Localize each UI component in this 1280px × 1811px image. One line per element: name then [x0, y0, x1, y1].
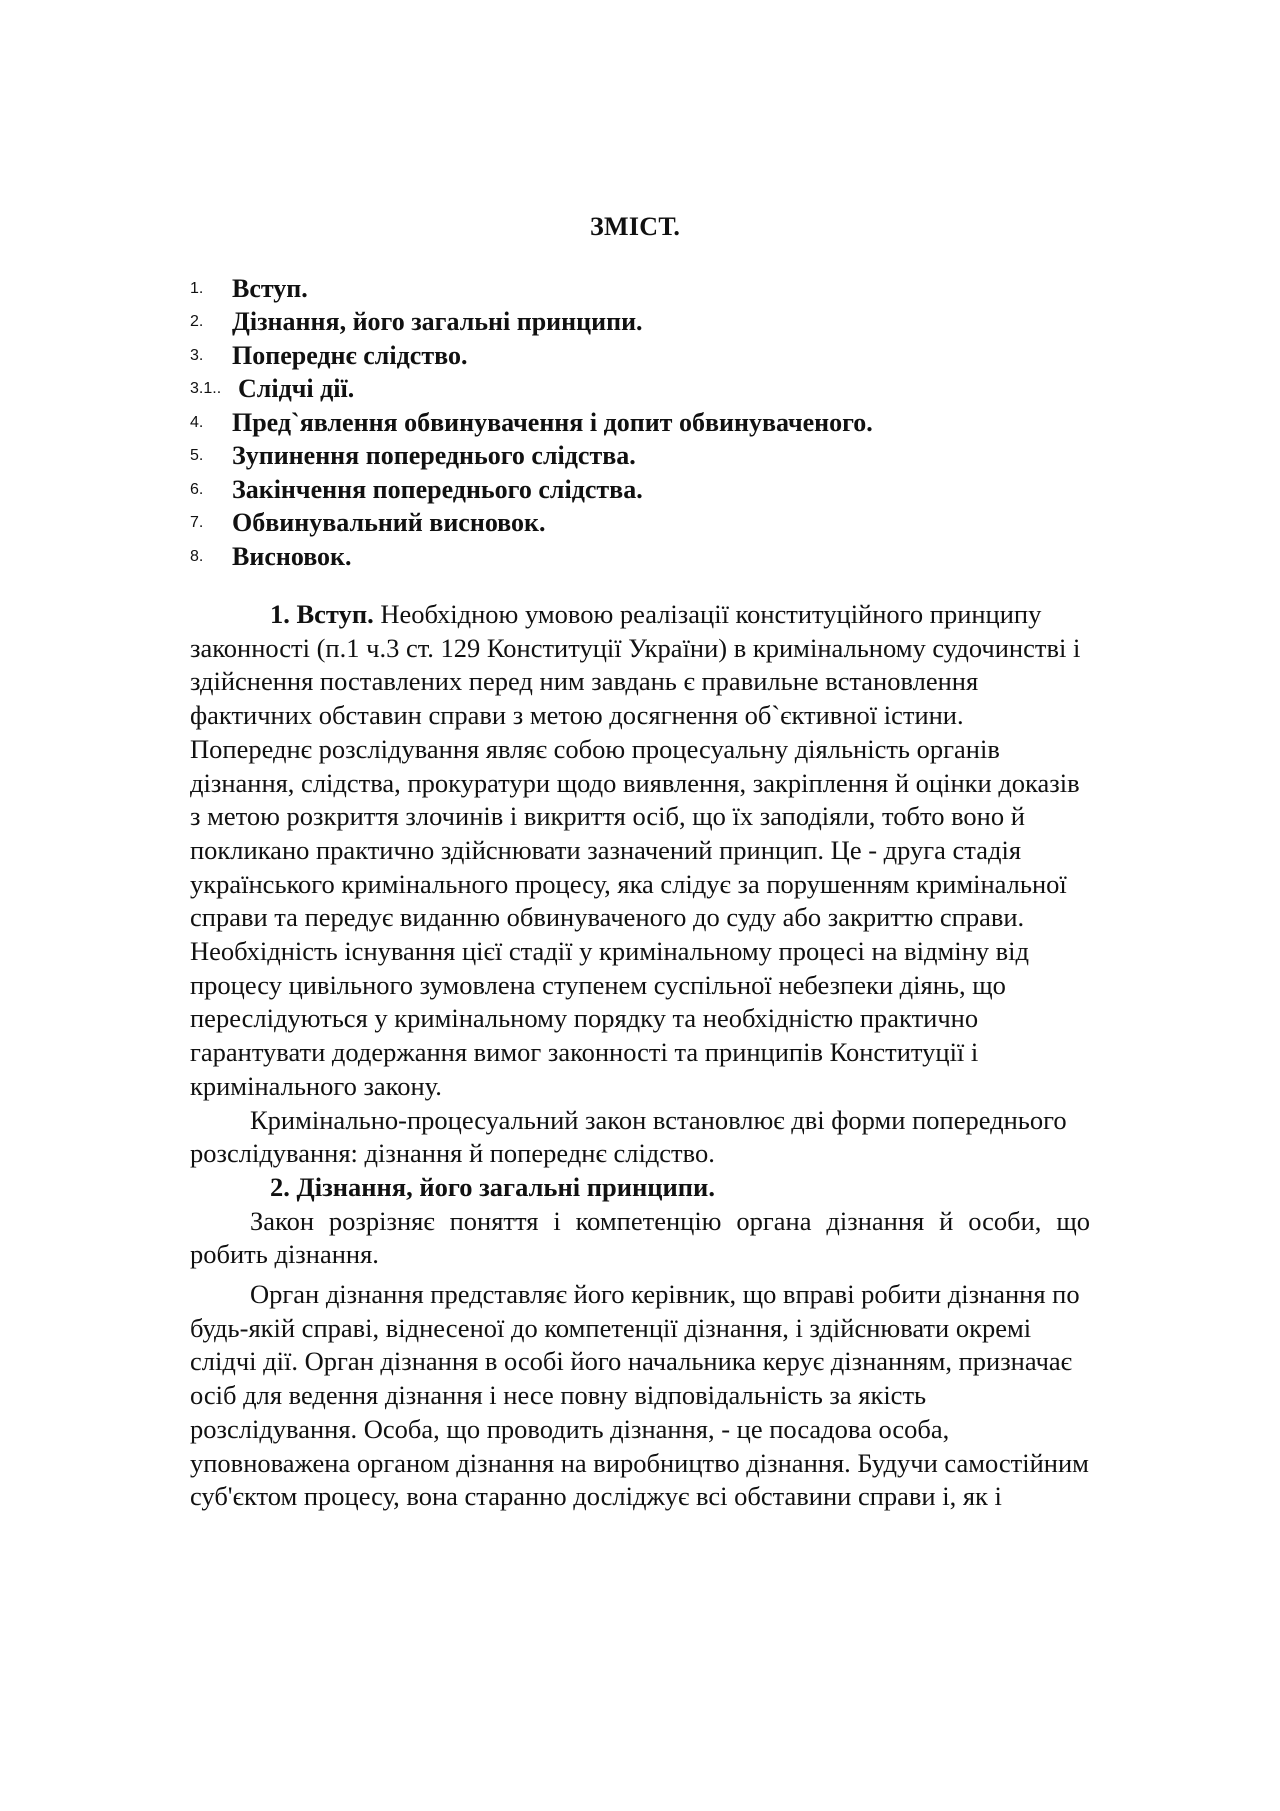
toc-number: 3.: [190, 346, 204, 364]
section1-paragraph2: Кримінально-процесуальний закон встановлює дві форми попереднього розслідування: дізнання й попереднє слідство.: [190, 1104, 1067, 1169]
toc-item: [190, 507, 1090, 541]
toc-label: Зупинення попереднього слідства.: [232, 441, 636, 471]
toc-number: 5.: [190, 447, 204, 465]
toc-number: 8.: [190, 547, 204, 565]
section1-heading: 1. Вступ.: [270, 599, 374, 629]
toc-label: Слідчі дії.: [238, 374, 355, 404]
page-title: ЗМІСТ.: [590, 212, 681, 241]
toc-item: [190, 306, 1090, 340]
toc-label: Вступ.: [232, 273, 308, 303]
toc-number: 3.1..: [190, 380, 222, 398]
toc-number: 7.: [190, 514, 204, 532]
toc-label: Дізнання, його загальні принципи.: [232, 307, 643, 337]
table-of-contents: [190, 272, 1090, 574]
toc-number: 4.: [190, 413, 204, 431]
toc-item: [190, 272, 1090, 306]
toc-number: 6.: [190, 480, 204, 498]
toc-item: [190, 540, 1090, 574]
toc-label: Обвинувальний висновок.: [232, 508, 546, 538]
toc-number: 2.: [190, 313, 204, 331]
toc-item: [190, 473, 1090, 507]
toc-label: Закінчення попереднього слідства.: [232, 474, 643, 504]
section2-paragraph1: Закон розрізняє поняття і компетенцію органа дізнання й особи, що робить дізнання.: [190, 1205, 1090, 1270]
toc-item: [190, 339, 1090, 373]
section2-heading: 2. Дізнання, його загальні принципи.: [270, 1171, 715, 1202]
toc-item: [190, 373, 1090, 407]
toc-label: Висновок.: [232, 541, 352, 571]
toc-label: Пред`явлення обвинувачення і допит обвинуваченого.: [232, 407, 873, 437]
section2-paragraph2: Орган дізнання представляє його керівник, що вправі робити дізнання по будь-якій справі, віднесеної до компетенції дізнання, і здійснювати окремі слідчі дії. Орган дізнання в особі його начальника керує дізнанням, призначає осіб для ведення дізнання і несе повну відповідальність за якість розслідування. Особа, що проводить дізнання, - це посадова особа, уповноважена органом дізнання на виробництво дізнання. Будучи самостійним суб'єктом процесу, вона старанно досліджує всі обставини справи і, як і: [190, 1279, 1089, 1512]
section1-paragraph-text: Необхідною умовою реалізації конституційного принципу законності (п.1 ч.3 ст. 129 Конституції України) в кримінальному судочинстві і здійснення поставлених перед ним завдань є правильне встановлення фактичних обставин справи з метою досягнення об`єктивної істини. Попереднє розслідування являє собою процесуальну діяльність органів дізнання, слідства, прокуратури щодо виявлення, закріплення й оцінки доказів з метою розкриття злочинів і викриття осіб, що їх заподіяли, тобто воно й покликано практично здійснювати зазначений принцип. Це - друга стадія українського кримінального процесу, яка слідує за порушенням кримінальної справи та передує виданню обвинуваченого до суду або закриттю справи. Необхідність існування цієї стадії у кримінальному процесі на відміну від процесу цивільного зумовлена ступенем суспільної небезпеки діянь, що переслідуються у кримінальному порядку та необхідністю практично гарантувати додержання вимог законності та принципів Конституції і кримінального закону.: [190, 599, 1081, 1101]
toc-item: [190, 440, 1090, 474]
toc-item: [190, 406, 1090, 440]
toc-number: 1.: [190, 279, 204, 297]
toc-label: Попереднє слідство.: [232, 340, 468, 370]
section1-intro-paragraph: [190, 598, 1090, 1104]
document-body: [190, 598, 1090, 1514]
